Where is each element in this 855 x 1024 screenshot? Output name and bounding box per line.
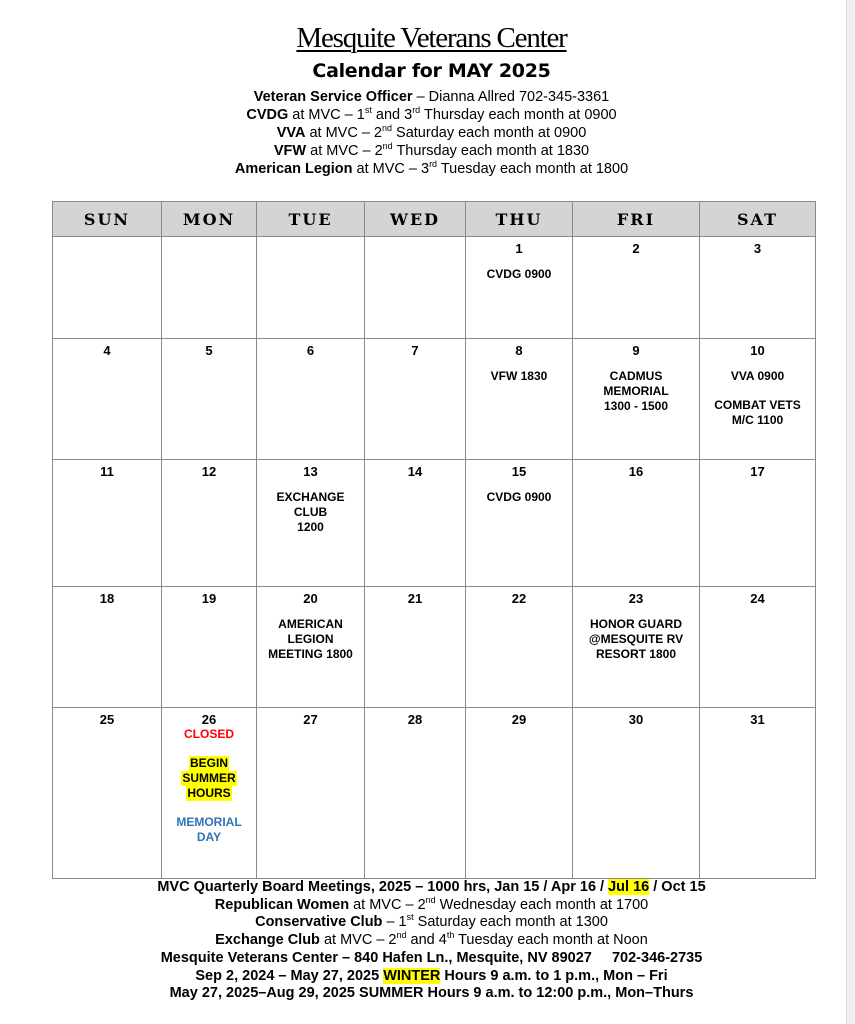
event-memorial-day-line1: MEMORIAL xyxy=(176,814,242,829)
day-cell-25 xyxy=(53,707,162,878)
weekday-tue: TUE xyxy=(257,202,365,237)
event-cvdg: CVDG 0900 xyxy=(486,267,552,282)
day-number: 28 xyxy=(407,711,423,727)
event-cadmus-line2: MEMORIAL xyxy=(603,384,669,398)
day-cell-empty xyxy=(257,237,365,339)
day-cell-2 xyxy=(573,237,700,339)
day-number: 12 xyxy=(201,463,217,479)
day-cell-10 xyxy=(700,339,816,460)
weekday-header-row xyxy=(53,202,816,237)
day-cell-19 xyxy=(162,586,257,707)
event-cadmus-line1: CADMUS xyxy=(609,369,663,383)
org-name: Mesquite Veterans Center xyxy=(296,22,567,54)
day-number: 24 xyxy=(750,590,765,606)
vfw-line: VFW at MVC – 2nd Thursday each month at 1830 xyxy=(273,141,590,159)
event-begin-summer-line1: BEGIN xyxy=(189,755,228,770)
day-cell-15 xyxy=(466,459,573,586)
day-cell-empty xyxy=(162,237,257,339)
day-cell-11 xyxy=(53,459,162,586)
day-cell-4 xyxy=(53,339,162,460)
day-number: 10 xyxy=(750,343,765,358)
day-number: 29 xyxy=(511,711,527,727)
day-number: 27 xyxy=(303,711,318,727)
day-cell-27 xyxy=(257,707,365,878)
day-cell-8 xyxy=(466,339,573,460)
vva-line: VVA at MVC – 2nd Saturday each month at 0900 xyxy=(276,123,587,141)
event-vva: VVA 0900 xyxy=(730,369,785,383)
event-legion-line3: MEETING 1800 xyxy=(268,646,353,661)
vso-line: Veteran Service Officer – Dianna Allred 702-345-3361 xyxy=(253,89,610,105)
week-row xyxy=(53,707,816,878)
day-cell-1 xyxy=(466,237,573,339)
day-number: 7 xyxy=(411,343,419,358)
board-meetings-line: MVC Quarterly Board Meetings, 2025 – 1000 hrs, Jan 15 / Apr 16 / Jul 16 / Oct 15 xyxy=(157,879,706,895)
highlighted-date: Jul 16 xyxy=(608,879,650,895)
day-number: 19 xyxy=(201,590,217,606)
day-number: 5 xyxy=(205,343,213,358)
day-cell-7 xyxy=(365,339,466,460)
day-cell-28 xyxy=(365,707,466,878)
event-honor-guard-line3: RESORT 1800 xyxy=(595,646,677,661)
day-cell-29 xyxy=(466,707,573,878)
day-number: 18 xyxy=(99,590,115,606)
day-number: 9 xyxy=(632,343,640,358)
calendar-grid xyxy=(52,201,816,879)
day-number: 16 xyxy=(628,463,644,479)
day-number: 21 xyxy=(407,590,423,606)
address-line: Mesquite Veterans Center – 840 Hafen Ln., Mesquite, NV 89027 702-346-2735 xyxy=(160,949,703,966)
day-cell-16 xyxy=(573,459,700,586)
day-cell-21 xyxy=(365,586,466,707)
day-cell-17 xyxy=(700,459,816,586)
republican-women-line: Republican Women at MVC – 2nd Wednesday each month at 1700 xyxy=(214,894,649,913)
summer-hours-line: May 27, 2025–Aug 29, 2025 SUMMER Hours 9 a.m. to 12:00 p.m., Mon–Thurs xyxy=(169,985,694,1002)
day-number: 1 xyxy=(515,241,523,257)
event-cvdg: CVDG 0900 xyxy=(486,489,552,504)
day-cell-31 xyxy=(700,707,816,878)
legion-line: American Legion at MVC – 3rd Tuesday each month at 1800 xyxy=(234,159,629,177)
day-cell-14 xyxy=(365,459,466,586)
day-number: 26 xyxy=(201,711,217,727)
day-cell-20 xyxy=(257,586,365,707)
conservative-club-line: Conservative Club – 1st Saturday each month at 1300 xyxy=(255,912,608,931)
day-number: 3 xyxy=(753,241,762,257)
winter-highlight: WINTER xyxy=(383,967,441,984)
event-honor-guard-line1: HONOR GUARD xyxy=(590,616,682,631)
event-cadmus-line3: 1300 - 1500 xyxy=(603,399,669,413)
event-begin-summer-line3: HOURS xyxy=(187,785,231,800)
event-legion-line1: AMERICAN xyxy=(278,616,343,631)
weekday-wed: WED xyxy=(365,202,466,237)
day-cell-6 xyxy=(257,339,365,460)
week-row xyxy=(53,237,816,339)
day-number: 6 xyxy=(306,343,315,358)
day-cell-5 xyxy=(162,339,257,460)
day-cell-18 xyxy=(53,586,162,707)
cvdg-line: CVDG at MVC – 1st and 3rd Thursday each month at 0900 xyxy=(246,105,617,123)
day-number: 13 xyxy=(303,463,318,479)
day-number: 2 xyxy=(632,241,640,257)
event-memorial-day-line2: DAY xyxy=(196,829,222,844)
event-exchange-line1: EXCHANGE xyxy=(276,489,345,504)
day-number: 8 xyxy=(515,343,523,358)
day-number: 22 xyxy=(511,590,527,606)
day-cell-empty xyxy=(53,237,162,339)
week-row xyxy=(53,586,816,707)
week-row xyxy=(53,339,816,460)
day-number: 23 xyxy=(628,590,644,606)
footer-info xyxy=(0,879,855,1003)
weekday-sat: SAT xyxy=(700,202,816,237)
event-begin-summer-line2: SUMMER xyxy=(182,770,236,785)
day-number: 11 xyxy=(100,463,114,479)
day-number: 30 xyxy=(628,711,644,727)
weekday-sun: SUN xyxy=(53,202,162,237)
exchange-club-line: Exchange Club at MVC – 2nd and 4th Tuesday each month at Noon xyxy=(215,930,648,949)
meeting-info xyxy=(0,88,855,178)
day-cell-3 xyxy=(700,237,816,339)
day-number: 20 xyxy=(303,590,318,606)
event-closed: CLOSED xyxy=(183,726,234,741)
day-number: 17 xyxy=(750,463,765,479)
event-exchange-line3: 1200 xyxy=(297,519,324,534)
calendar-title: Calendar for MAY 2025 xyxy=(312,60,551,82)
winter-hours-line: Sep 2, 2024 – May 27, 2025 WINTER Hours 9 a.m. to 1 p.m., Mon – Fri xyxy=(195,967,668,984)
event-vfw: VFW 1830 xyxy=(490,369,548,383)
day-number: 14 xyxy=(407,463,423,479)
event-legion-line2: LEGION xyxy=(287,631,334,646)
event-combat-vets-line2: M/C 1100 xyxy=(731,413,784,427)
event-exchange-line2: CLUB xyxy=(293,504,328,519)
event-combat-vets-line1: COMBAT VETS xyxy=(714,398,801,412)
day-cell-24 xyxy=(700,586,816,707)
weekday-mon: MON xyxy=(162,202,257,237)
day-cell-empty xyxy=(365,237,466,339)
day-cell-22 xyxy=(466,586,573,707)
event-honor-guard-line2: @MESQUITE RV xyxy=(588,631,684,646)
day-cell-30 xyxy=(573,707,700,878)
weekday-thu: THU xyxy=(466,202,573,237)
day-cell-23 xyxy=(573,586,700,707)
day-cell-26 xyxy=(162,707,257,878)
week-row xyxy=(53,459,816,586)
day-number: 4 xyxy=(103,343,111,358)
day-cell-12 xyxy=(162,459,257,586)
day-cell-9 xyxy=(573,339,700,460)
weekday-fri: FRI xyxy=(573,202,700,237)
day-number: 25 xyxy=(99,711,115,727)
day-number: 31 xyxy=(750,711,765,727)
day-number: 15 xyxy=(511,463,527,479)
day-cell-13 xyxy=(257,459,365,586)
